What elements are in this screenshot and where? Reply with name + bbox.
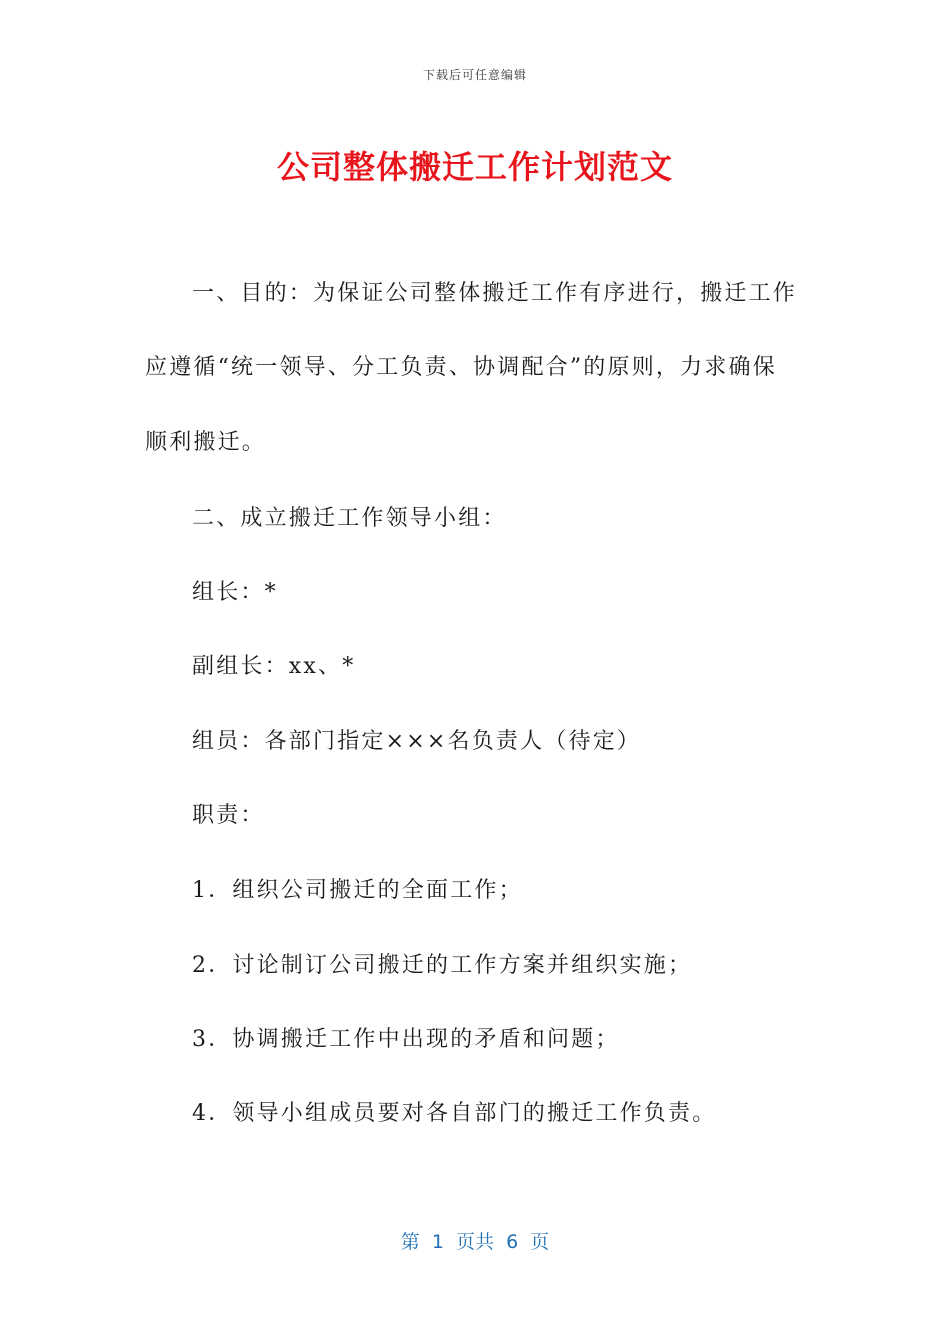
- paragraph-purpose-line-2: 应遵循“统一领导、分工负责、协调配合”的原则，力求确保: [145, 355, 777, 380]
- team-leader-line: 组长：*: [192, 580, 278, 605]
- paragraph-purpose-line-3: 顺利搬迁。: [145, 430, 267, 455]
- header-note: 下载后可任意编辑: [422, 68, 527, 82]
- duty-item: 4．领导小组成员要对各自部门的搬迁工作负责。: [192, 1101, 717, 1126]
- paragraph-section-two: 二、成立搬迁工作领导小组：: [192, 506, 507, 531]
- paragraph-purpose-line-1: 一、目的：为保证公司整体搬迁工作有序进行，搬迁工作: [192, 281, 798, 306]
- duty-item: 2．讨论制订公司搬迁的工作方案并组织实施；: [192, 953, 693, 978]
- duty-item: 1．组织公司搬迁的全面工作；: [192, 878, 523, 903]
- members-line: 组员：各部门指定×××名负责人（待定）: [192, 729, 642, 754]
- page-number-footer: 第 1 页共 6 页: [400, 1231, 550, 1253]
- vice-leader-line: 副组长：xx、*: [192, 654, 356, 679]
- duty-item: 3．协调搬迁工作中出现的矛盾和问题；: [192, 1027, 620, 1052]
- document-title: 公司整体搬迁工作计划范文: [276, 148, 673, 186]
- duties-heading: 职责：: [192, 803, 265, 828]
